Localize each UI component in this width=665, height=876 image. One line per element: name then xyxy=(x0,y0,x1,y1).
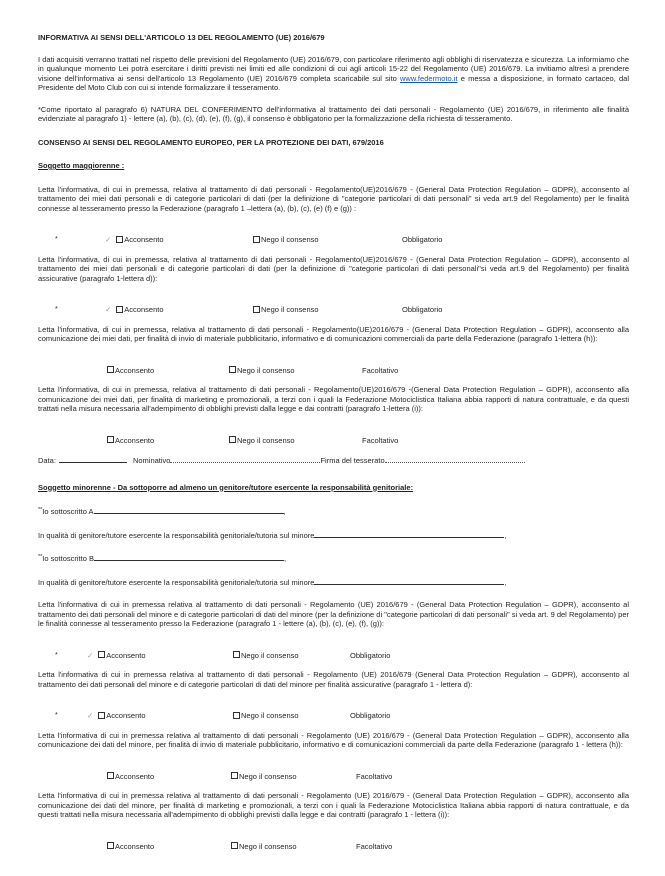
comma: , xyxy=(283,554,287,563)
guardian-a-label: In qualità di genitore/tutore esercente la responsabilità genitoriale/tutoria sul minore xyxy=(38,530,315,540)
consent-status: Obbligatorio xyxy=(402,305,443,314)
consent-status: Facoltativo xyxy=(356,771,393,781)
nego-checkbox[interactable] xyxy=(253,306,260,313)
acconsento-label: Acconsento xyxy=(106,650,146,660)
page-title: INFORMATIVA AI SENSI DELL'ARTICOLO 13 DEL REGOLAMENTO (UE) 2016/679 xyxy=(38,33,325,42)
acconsento-label: Acconsento xyxy=(115,841,155,851)
intro-text-after: e messa a disposizione, in formato cartaceo, dal Presidente del Moto Club con cui si intende formalizzare il tesseramento. xyxy=(38,73,629,92)
acconsento-checkbox[interactable] xyxy=(98,651,105,658)
minor-b-name-blank[interactable] xyxy=(314,577,507,587)
consent-status: Facoltativo xyxy=(362,365,399,375)
declarant-b-label: Io sottoscritto B xyxy=(42,554,94,563)
accept-option xyxy=(105,235,253,245)
date-label: Data: xyxy=(38,456,56,465)
nego-label: Nego il consenso xyxy=(239,841,297,851)
adult-section-heading: Soggetto maggiorenne : xyxy=(38,161,125,170)
check-icon: ✓ xyxy=(87,711,94,720)
minor-consent-2-row xyxy=(38,711,629,721)
footnote-asterisk: * xyxy=(55,236,58,243)
minor-consent-2-text: Letta l'informativa di cui in premessa relativa al trattamento di dati personali - Regolamento (UE) 2016/679 (General Data Protection Regulation – GDPR), acconsento al trattamento dei dati personali del minore e di categorie particolari di dati del minore per finalità assicurative (paragrafo 1 - lettera d): xyxy=(38,670,629,689)
accept-option xyxy=(107,772,231,782)
comma: , xyxy=(283,507,286,516)
adult-consent-1-row xyxy=(38,235,629,245)
adult-consent-2-text: Letta l'informativa, di cui in premessa, relativa al trattamento di dati personali - Regolamento(UE)2016/679 - (General Data Protection Regulation – GDPR), acconsento al trattamento dei miei dati personali e di categorie particolari di dati (per la definizione di "categorie particolari di dati personali"si veda art.9 del Regolamento) per finalità assicurative (paragrafo 1-lettera d)): xyxy=(38,254,629,283)
nego-checkbox[interactable] xyxy=(233,712,240,719)
acconsento-checkbox[interactable] xyxy=(116,236,123,243)
consent-status: Facoltativo xyxy=(362,435,399,445)
footnote-asterisk: * xyxy=(55,651,58,659)
nego-checkbox[interactable] xyxy=(253,236,260,243)
minor-section-heading: Soggetto minorenne - Da sottoporre ad almeno un genitore/tutore esercente la responsabilità genitoriale: xyxy=(38,482,414,492)
intro-text-before: I dati acquisiti verranno trattati nel rispetto delle previsioni del Regolamento (UE) 2016/679, con particolare riferimento agli obblighi di riservatezza e sicurezza. La informiamo che in qualunque momento Lei potrà esercitare i diritti previsti nei limiti ed alle condizioni di cui agli articoli 15-22 del Regolamento (UE) 2016/679. La invitiamo altresì a prendere visione dell'informativa ai sensi dell'articolo 13 Regolamento (UE) 2016/679 completa scaricabile sul sito xyxy=(38,54,629,83)
footnote-asterisk: * xyxy=(55,306,58,313)
adult-consent-3-text: Letta l'informativa, di cui in premessa, relativa al trattamento di dati personali - Regolamento(UE)2016/679 - (General Data Protection Regulation – GDPR), acconsento alla comunicazione dei miei dati, per finalità di invio di materiale pubblicitario, informativo e di comunicazioni commerciali da parte della Federazione (paragrafo 1-lettera (h)): xyxy=(38,324,629,343)
guardian-b-label: In qualità di genitore/tutore esercente la responsabilità genitoriale/tutoria sul minore xyxy=(38,577,315,587)
nego-label: Nego il consenso xyxy=(261,305,319,314)
check-icon: ✓ xyxy=(105,235,112,244)
deny-option xyxy=(231,772,356,782)
acconsento-checkbox[interactable] xyxy=(107,772,114,779)
accept-option xyxy=(107,436,229,446)
declarant-b-blank[interactable] xyxy=(94,553,287,563)
nego-label: Nego il consenso xyxy=(237,435,295,445)
nego-label: Nego il consenso xyxy=(241,711,299,720)
acconsento-label: Acconsento xyxy=(115,771,155,781)
intro-paragraph xyxy=(38,55,629,93)
signature-row xyxy=(38,455,629,466)
acconsento-label: Acconsento xyxy=(106,711,146,720)
deny-option xyxy=(229,366,362,376)
consent-status: Obbligatorio xyxy=(402,235,443,244)
footnote-asterisk: * xyxy=(55,712,58,719)
declarant-b-line xyxy=(38,553,629,564)
accept-option xyxy=(87,651,233,661)
minor-consent-1-text: Letta l'informativa di cui in premessa relativa al trattamento di dati personali - Regolamento (UE) 2016/679 - (General Data Protection Regulation – GDPR), acconsento al trattamento dei dati personali del minore e di categorie particolari di dati del minore (per la definizione di "categorie particolari di dati personali" si veda art. 9 del Regolamento) per le finalità connesse al tesseramento presso la Federazione (paragrafo 1 - lettere (a), (b), (c), (e), (f), (g)): xyxy=(38,600,629,628)
guardian-b-line xyxy=(38,577,629,588)
accept-option xyxy=(87,711,233,721)
deny-option xyxy=(253,235,402,245)
note-paragraph: *Come riportato al paragrafo 6) NATURA DEL CONFERIMENTO dell'informativa al trattamento dei dati personali - Regolamento (UE) 2016/679, in riferimento alle finalità evidenziate al paragrafo 1) - lettere (a), (b), (c), (d), (e), (f), (g), il consenso è obbligatorio per la formalizzazione della richiesta di tesseramento. xyxy=(38,104,629,123)
acconsento-label: Acconsento xyxy=(115,365,155,375)
declarant-a-line xyxy=(38,506,629,517)
nego-label: Nego il consenso xyxy=(261,235,319,244)
name-label: Nominativo xyxy=(132,456,171,465)
nego-checkbox[interactable] xyxy=(229,436,236,443)
comma: , xyxy=(504,577,507,587)
consent-status: Obbligatorio xyxy=(350,650,391,660)
minor-consent-4-text: Letta l'informativa di cui in premessa relativa al trattamento di dati personali - Regolamento (UE) 2016/679 - (General Data Protection Regulation – GDPR), acconsento alla comunicazione dei dati del minore, per finalità di marketing e promozionali, a terzi con i quali la Federazione Motociclistica Italiana abbia rapporti di natura contrattuale, e da questi trattati nella misura necessaria all'adempimento di obblighi previsti dalla legge e dai contratti (paragrafo 1 - lettera (i)): xyxy=(38,791,629,819)
acconsento-checkbox[interactable] xyxy=(107,842,114,849)
deny-option xyxy=(233,651,350,661)
acconsento-checkbox[interactable] xyxy=(116,306,123,313)
accept-option xyxy=(107,842,231,852)
federmoto-link[interactable]: www.federmoto.it xyxy=(400,73,458,83)
minor-consent-1-row xyxy=(38,651,629,661)
deny-option xyxy=(253,305,402,315)
adult-consent-4-text: Letta l'informativa, di cui in premessa, relativa al trattamento di dati personali - Regolamento(UE)2016/679 -(General Data Protection Regulation – GDPR), acconsento alla comunicazione dei miei dati, per finalità di marketing e promozionali, a terzi con i quali la Federazione Motociclistica Italiana abbia rapporti di natura contrattuale, e da questi trattati nella misura necessaria all'adempimento di obblighi previsti dalla legge e dai contratti (paragrafo 1-lettera (i)): xyxy=(38,385,629,413)
consent-status: Obbligatorio xyxy=(350,711,391,720)
consent-status: Facoltativo xyxy=(356,841,393,851)
accept-option xyxy=(105,305,253,315)
consent-section-title: CONSENSO AI SENSI DEL REGOLAMENTO EUROPEO, PER LA PROTEZIONE DEI DATI, 679/2016 xyxy=(38,137,384,147)
acconsento-label: Acconsento xyxy=(124,235,164,244)
acconsento-checkbox[interactable] xyxy=(107,366,114,373)
adult-consent-3-row xyxy=(38,366,629,376)
signature-blank[interactable] xyxy=(385,455,525,463)
nego-checkbox[interactable] xyxy=(231,842,238,849)
deny-option xyxy=(233,711,350,721)
acconsento-label: Acconsento xyxy=(115,435,155,445)
deny-option xyxy=(229,436,362,446)
name-blank[interactable] xyxy=(170,455,320,463)
adult-consent-1-text: Letta l'informativa, di cui in premessa, relativa al trattamento di dati personali - Regolamento(UE)2016/679 - (General Data Protection Regulation – GDPR), acconsento al trattamento dei miei dati personali e di categorie particolari di dati (per la definizione di "categorie particolari di dati personali" si veda art.9 del Regolamento) per le finalità connesse al tesseramento presso la Federazione (paragrafo 1 –lettera (a), (b), (c), (e) (f) e (g)) : xyxy=(38,184,629,213)
footnote-marker: ** xyxy=(38,554,43,560)
declarant-a-label: Io sottoscritto A xyxy=(42,507,94,516)
comma: , xyxy=(504,530,507,540)
date-blank[interactable] xyxy=(59,455,127,463)
minor-consent-3-text: Letta l'informativa di cui in premessa relativa al trattamento di dati personali - Regolamento (UE) 2016/679 - (General Data Protection Regulation – GDPR), acconsento alla comunicazione dei dati del minore, per finalità di invio di materiale pubblicitario, informativo e di comunicazioni commerciali da parte della Federazione (paragrafo 1 - lettera (h)): xyxy=(38,730,629,749)
check-icon: ✓ xyxy=(105,305,112,314)
check-icon: ✓ xyxy=(87,650,94,660)
minor-consent-3-row xyxy=(38,772,629,782)
footnote-marker: ** xyxy=(38,507,43,513)
nego-label: Nego il consenso xyxy=(239,771,297,781)
acconsento-label: Acconsento xyxy=(124,305,164,314)
guardian-a-line xyxy=(38,530,629,541)
deny-option xyxy=(231,842,356,852)
nego-label: Nego il consenso xyxy=(241,650,299,660)
adult-consent-2-row xyxy=(38,305,629,315)
acconsento-checkbox[interactable] xyxy=(107,436,114,443)
accept-option xyxy=(107,366,229,376)
declarant-a-blank[interactable] xyxy=(94,506,284,514)
minor-consent-4-row xyxy=(38,842,629,852)
signature-label: Firma del tesserato xyxy=(320,456,385,465)
nego-checkbox[interactable] xyxy=(233,651,240,658)
adult-consent-4-row xyxy=(38,436,629,446)
acconsento-checkbox[interactable] xyxy=(98,712,105,719)
nego-label: Nego il consenso xyxy=(237,365,295,375)
nego-checkbox[interactable] xyxy=(229,366,236,373)
minor-a-name-blank[interactable] xyxy=(314,530,507,540)
nego-checkbox[interactable] xyxy=(231,772,238,779)
